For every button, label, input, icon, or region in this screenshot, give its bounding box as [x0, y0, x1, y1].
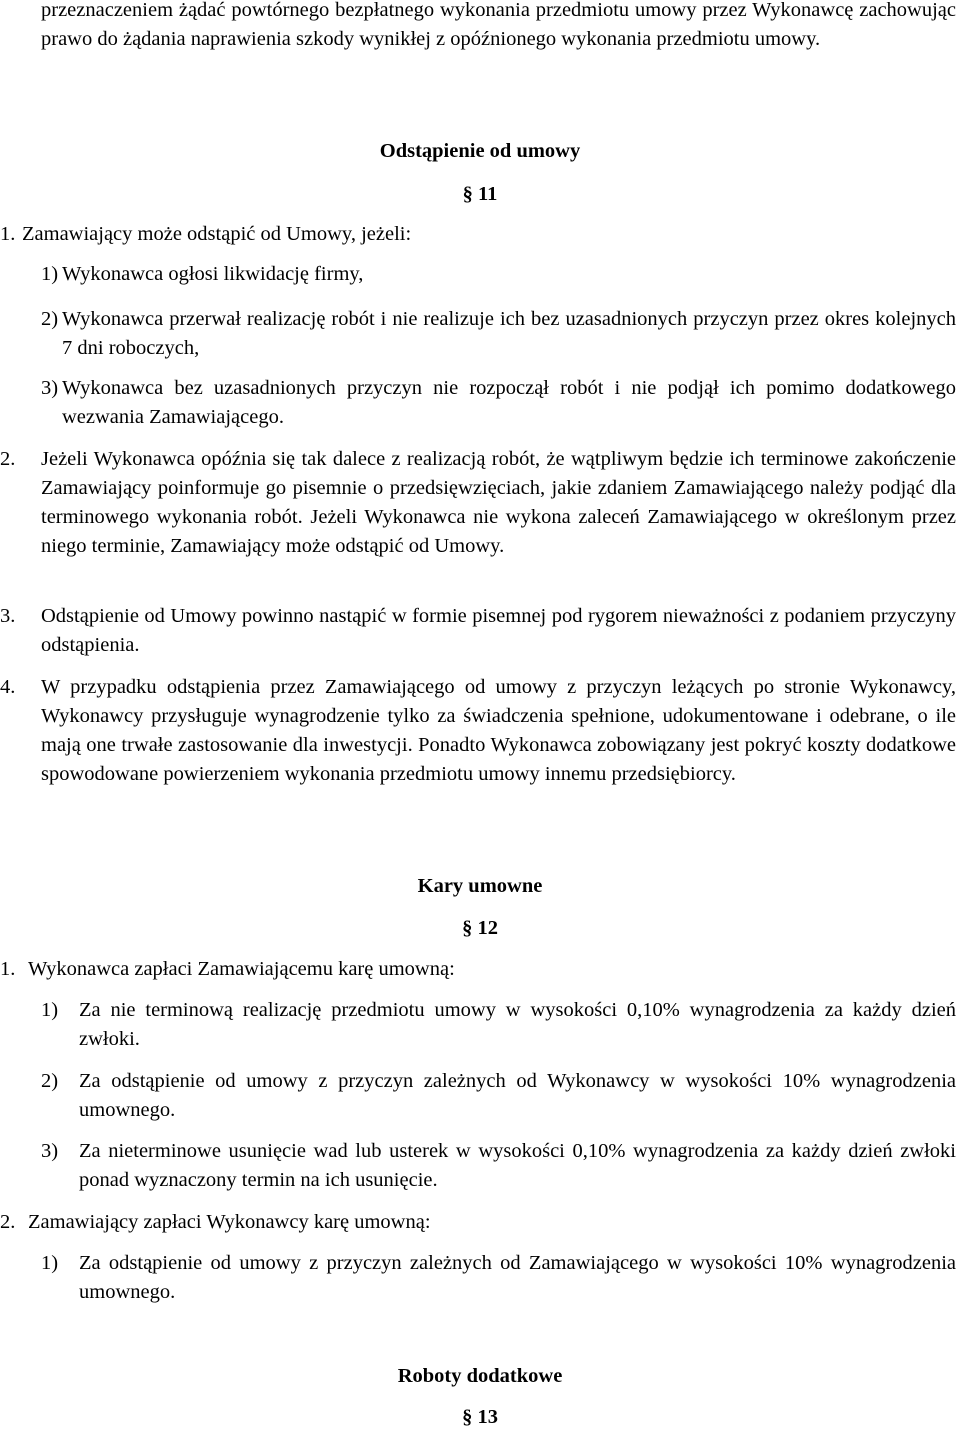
section-11-point-3 [0, 602, 956, 660]
point-number: 4. [0, 676, 16, 698]
section-11-sub-item-2 [41, 305, 956, 363]
section-12-p2-item-1 [41, 1249, 956, 1307]
sub-item-text: Za nieterminowe usunięcie wad lub usterek w wysokości 0,10% wynagrodzenia za każdy dzień zwłoki ponad wyznaczony termin na ich usunięcie. [79, 1140, 956, 1191]
sub-item-number: 3) [41, 1140, 59, 1162]
section-12-point-1 [0, 955, 956, 984]
section-11-heading: Odstąpienie od umowy [379, 140, 581, 162]
continuation-paragraph: przeznaczeniem żądać powtórnego bezpłatnego wykonania przedmiotu umowy przez Wykonawcę zachowując prawo do żądania naprawienia szkody wynikłej z opóźnionego wykonania przedmiotu umowy. [41, 0, 956, 50]
section-12-p1-item-1 [41, 996, 956, 1054]
point-number: 2. [0, 448, 16, 470]
sub-item-text: Wykonawca ogłosi likwidację firmy, [62, 263, 364, 285]
section-12-p1-item-3 [41, 1137, 956, 1195]
point-text: Zamawiający zapłaci Wykonawcy karę umowną: [28, 1211, 431, 1233]
section-11-point-2 [0, 445, 956, 561]
point-text: Wykonawca zapłaci Zamawiającemu karę umowną: [28, 958, 455, 980]
sub-item-number: 2) [41, 308, 59, 330]
section-11-point-4 [0, 673, 956, 789]
point-number: 3. [0, 605, 16, 627]
sub-item-text: Za odstąpienie od umowy z przyczyn zależnych od Zamawiającego w wysokości 10% wynagrodzenia umownego. [79, 1252, 956, 1303]
section-11-number: § 11 [462, 183, 498, 205]
section-12-heading: Kary umowne [417, 875, 543, 897]
point-text: Jeżeli Wykonawca opóźnia się tak dalece z realizacją robót, że wątpliwym będzie ich terminowe zakończenie Zamawiający poinformuje go pisemnie o przedsięwzięciach, jakie zdaniem Zamawiającego należy podjąć dla terminowego wykonania robót. Jeżeli Wykonawca nie wykona zaleceń Zamawiającego w określonym przez niego terminie, Zamawiający może odstąpić od Umowy. [41, 448, 956, 557]
section-13-heading: Roboty dodatkowe [397, 1365, 563, 1387]
point-number: 2. [0, 1211, 16, 1233]
section-11-sub-item-1 [41, 260, 956, 289]
sub-item-number: 1) [41, 1252, 59, 1274]
sub-item-text: Za odstąpienie od umowy z przyczyn zależnych od Wykonawcy w wysokości 10% wynagrodzenia umownego. [79, 1070, 956, 1121]
sub-item-text: Wykonawca przerwał realizację robót i nie realizuje ich bez uzasadnionych przyczyn przez okres kolejnych 7 dni roboczych, [62, 308, 956, 359]
section-12-p1-item-2 [41, 1067, 956, 1125]
section-11-sub-item-3 [41, 374, 956, 432]
section-12-number: § 12 [462, 917, 498, 939]
section-12-point-2 [0, 1208, 956, 1237]
sub-item-text: Za nie terminową realizację przedmiotu umowy w wysokości 0,10% wynagrodzenia za każdy dzień zwłoki. [79, 999, 956, 1050]
point-number: 1. [0, 223, 16, 245]
sub-item-number: 3) [41, 377, 59, 399]
sub-item-number: 1) [41, 999, 59, 1021]
sub-item-number: 2) [41, 1070, 59, 1092]
section-13-number: § 13 [462, 1406, 498, 1428]
point-text: Zamawiający może odstąpić od Umowy, jeżeli: [22, 223, 412, 245]
point-text: Odstąpienie od Umowy powinno nastąpić w formie pisemnej pod rygorem nieważności z podaniem przyczyny odstąpienia. [41, 605, 956, 656]
point-text: W przypadku odstąpienia przez Zamawiającego od umowy z przyczyn leżących po stronie Wykonawcy, Wykonawcy przysługuje wynagrodzenie tylko za świadczenia spełnione, udokumentowane i odebrane, o ile mają one trwałe zastosowanie dla inwestycji. Ponadto Wykonawca zobowiązany jest pokryć koszty dodatkowe spowodowane powierzeniem wykonania przedmiotu umowy innemu przedsiębiorcy. [41, 676, 956, 785]
sub-item-number: 1) [41, 263, 59, 285]
sub-item-text: Wykonawca bez uzasadnionych przyczyn nie rozpoczął robót i nie podjął ich pomimo dodatkowego wezwania Zamawiającego. [62, 377, 956, 428]
point-number: 1. [0, 958, 16, 980]
section-11-point-1 [0, 220, 956, 249]
